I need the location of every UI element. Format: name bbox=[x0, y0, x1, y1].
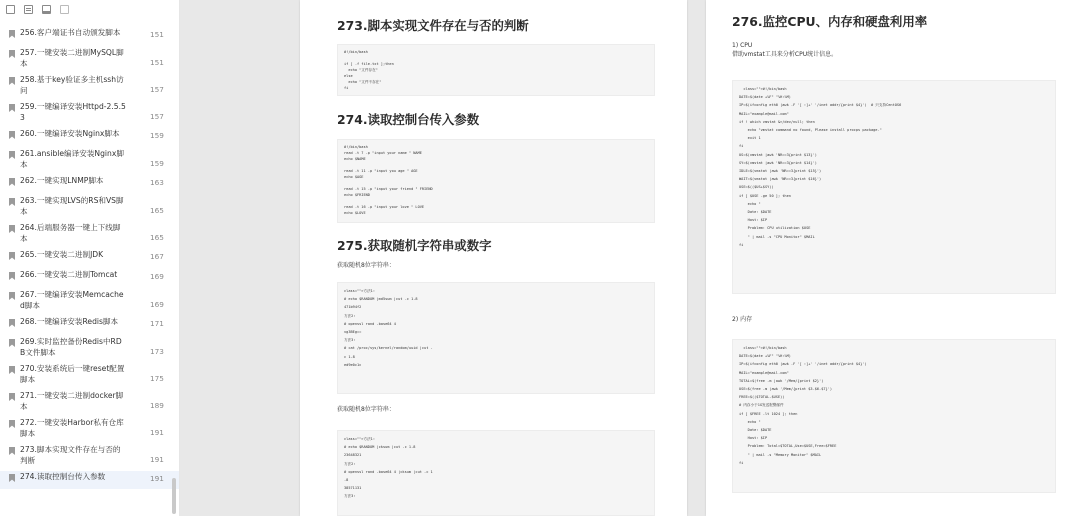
toc-item-page: 159 bbox=[150, 159, 164, 168]
toc-item[interactable] bbox=[0, 417, 180, 442]
toc-item-page: 171 bbox=[150, 319, 164, 328]
toc-item-label: 267.一键编译安装Memcache d脚本 bbox=[20, 290, 124, 310]
toc-item[interactable] bbox=[0, 74, 180, 99]
document-page bbox=[300, 0, 687, 516]
toc-item[interactable] bbox=[0, 249, 180, 267]
toc-item[interactable] bbox=[0, 222, 180, 247]
toc-item-label: 257.一键安装二进制MySQL脚 本 bbox=[20, 48, 124, 68]
toc-item-page: 173 bbox=[150, 347, 164, 356]
subheading-cpu: 1) CPU bbox=[732, 42, 753, 49]
bookmark-icon bbox=[9, 474, 15, 482]
toc-item-label: 259.一键编译安装Httpd-2.5.5 3 bbox=[20, 102, 126, 122]
toc-item-label: 271.一键安装二进制docker脚 本 bbox=[20, 391, 124, 411]
code-block-273: #!/bin/bash if [ -f file.txt ];then echo "文件存在" else echo "文件不存在" fi bbox=[337, 44, 655, 96]
bookmark-icon bbox=[9, 104, 15, 112]
document-page bbox=[706, 0, 1080, 516]
toc-item-page: 169 bbox=[150, 272, 164, 281]
code-block-274: #!/bin/bash read -t 7 -p "input your name " NAME echo $NAME read -t 11 -p "input you age " AGE echo $AGE read -t 15 -p "input your friend " FRIEND echo $FRIEND read -t 16 -p "input your love " LOVE echo $LOVE bbox=[337, 139, 655, 223]
toc-item-page: 175 bbox=[150, 374, 164, 383]
toc-item-page: 189 bbox=[150, 401, 164, 410]
toc-item-page: 159 bbox=[150, 131, 164, 140]
bookmark-icon bbox=[9, 131, 15, 139]
toc-item-page: 165 bbox=[150, 206, 164, 215]
toc-item-page: 157 bbox=[150, 85, 164, 94]
annotation-view-icon[interactable] bbox=[60, 5, 69, 14]
paragraph: 获取随机8位字符串： bbox=[337, 406, 395, 413]
paragraph: 借助vmstat工具来分析CPU统计信息。 bbox=[732, 51, 838, 58]
toc-item[interactable] bbox=[0, 316, 180, 334]
toc-item[interactable] bbox=[0, 148, 180, 173]
toc-item-label: 269.实时监控备份Redis中RD B文件脚本 bbox=[20, 337, 122, 357]
bookmark-icon bbox=[9, 151, 15, 159]
toc-item-label: 270.安装系统后一键reset配置 脚本 bbox=[20, 364, 125, 384]
toc-item[interactable] bbox=[0, 128, 180, 146]
toc-item-label: 266.一键安装二进制Tomcat bbox=[20, 270, 118, 279]
toc-item-page: 165 bbox=[150, 233, 164, 242]
bookmark-icon bbox=[9, 420, 15, 428]
toc-item-label: 261.ansible编译安装Nginx脚 本 bbox=[20, 149, 124, 169]
code-block-cpu: class="">#!/bin/bash DATE=$(date +%F" "%H:%M) IP=$(ifconfig eth0 |awk -F '[ :]+' '/inet addr/{print $4}') # 只支持CentOS6 MAIL="example@mail.com" if ! which vmstat &>/dev/null; then echo "vmstat command no found, Please install procps package." exit 1 fi US=$(vmstat |awk 'NR==3{print $13}') SY=$(vmstat |awk 'NR==3{print $14}') IDLE=$(vmstat |awk 'NR==3{print $15}') WAIT=$(vmstat |awk 'NR==3{print $16}') USE=$(($US+$SY)) if [ $USE -ge 50 ]; then echo " Date: $DATE Host: $IP Problem: CPU utilization $USE " | mail -s "CPU Monitor" $MAIL fi bbox=[732, 80, 1056, 294]
bookmark-icon bbox=[9, 339, 15, 347]
toc-item-label: 274.读取控制台传入参数 bbox=[20, 472, 106, 481]
sidebar-toolbar bbox=[0, 0, 179, 18]
bookmark-icon bbox=[9, 77, 15, 85]
toc-item[interactable] bbox=[0, 175, 180, 193]
code-block-memory: class="">#!/bin/bash DATE=$(date +%F" "%H:%M) IP=$(ifconfig eth0 |awk -F '[ :]+' '/inet addr/{print $4}') MAIL="example@mail.com" TOTAL=$(free -m |awk '/Mem/{print $2}') USE=$(free -m |awk '/Mem/{print $3-$6-$7}') FREE=$(($TOTAL-$USE)) # 内存小于1G发送报警邮件 if [ $FREE -lt 1024 ]; then echo " Date: $DATE Host: $IP Problem: Total=$TOTAL,Use=$USE,Free=$FREE " | mail -s "Memory Monitor" $MAIL fi bbox=[732, 339, 1056, 493]
subheading-memory: 2) 内存 bbox=[732, 316, 753, 323]
toc-item-label: 264.后端服务器一键上下线脚 本 bbox=[20, 223, 121, 243]
toc-item-label: 273.脚本实现文件存在与否的 判断 bbox=[20, 445, 121, 465]
toc-item-label: 256.客户端证书自动颁发脚本 bbox=[20, 28, 121, 37]
bookmark-icon bbox=[9, 252, 15, 260]
toc-item-page: 191 bbox=[150, 428, 164, 437]
toc-item-label: 268.一键编译安装Redis脚本 bbox=[20, 317, 119, 326]
toc-item-page: 167 bbox=[150, 252, 164, 261]
bookmark-icon bbox=[9, 272, 15, 280]
toc-item-page: 151 bbox=[150, 58, 164, 67]
code-block-275a: class="">方法1: # echo $RANDOM |md5sum |cut -c 1-8 471b94f2 方法2: # openssl rand -base64 4 vg3BEg== 方法3: # cat /proc/sys/kernel/random/uuid |cut - c 1-8 ed9e0c1c bbox=[337, 282, 655, 394]
toc-item-page: 191 bbox=[150, 474, 164, 483]
toc-item[interactable] bbox=[0, 444, 180, 469]
toc-item-label: 272.一键安装Harbor私有仓库 脚本 bbox=[20, 418, 124, 438]
toc-item[interactable] bbox=[0, 27, 180, 45]
toc-item[interactable] bbox=[0, 195, 180, 220]
toc-item[interactable] bbox=[0, 363, 180, 388]
toc-item-label: 260.一键编译安装Nginx脚本 bbox=[20, 129, 120, 138]
toc-item[interactable] bbox=[0, 101, 180, 126]
thumbnail-view-icon[interactable] bbox=[6, 5, 15, 14]
toc-item[interactable] bbox=[0, 289, 180, 314]
toc-item[interactable] bbox=[0, 471, 180, 489]
toc-item-page: 157 bbox=[150, 112, 164, 121]
bookmark-icon bbox=[9, 393, 15, 401]
toc-item-label: 258.基于key验证多主机ssh访 问 bbox=[20, 75, 124, 95]
section-heading-276: 276.监控CPU、内存和硬盘利用率 bbox=[732, 14, 928, 29]
toc-item[interactable] bbox=[0, 390, 180, 415]
toc-item-label: 262.一键实现LNMP脚本 bbox=[20, 176, 104, 185]
toc-item-page: 169 bbox=[150, 300, 164, 309]
paragraph: 获取随机8位字符串： bbox=[337, 262, 395, 269]
bookmark-icon bbox=[9, 319, 15, 327]
bookmark-view-icon[interactable] bbox=[42, 5, 51, 14]
bookmark-icon bbox=[9, 292, 15, 300]
bookmark-icon bbox=[9, 447, 15, 455]
toc-item[interactable] bbox=[0, 269, 180, 287]
bookmark-icon bbox=[9, 178, 15, 186]
toc-item-page: 151 bbox=[150, 30, 164, 39]
toc-item-label: 265.一键安装二进制JDK bbox=[20, 250, 104, 259]
outline-view-icon[interactable] bbox=[24, 5, 33, 14]
bookmark-icon bbox=[9, 30, 15, 38]
bookmark-icon bbox=[9, 198, 15, 206]
bookmark-sidebar bbox=[0, 0, 180, 516]
bookmark-icon bbox=[9, 225, 15, 233]
bookmark-icon bbox=[9, 50, 15, 58]
section-heading-274: 274.读取控制台传入参数 bbox=[337, 112, 480, 127]
section-heading-273: 273.脚本实现文件存在与否的判断 bbox=[337, 18, 529, 33]
toc-item-label: 263.一键实现LVS的RS和VS脚 本 bbox=[20, 196, 124, 216]
toc-item-page: 163 bbox=[150, 178, 164, 187]
sidebar-scrollbar[interactable] bbox=[172, 478, 176, 514]
toc-item[interactable] bbox=[0, 47, 180, 72]
toc-item-page: 191 bbox=[150, 455, 164, 464]
toc-item[interactable] bbox=[0, 336, 180, 361]
bookmark-icon bbox=[9, 366, 15, 374]
code-block-275b: class="">方法1: # echo $RANDOM |cksum |cut -c 1-8 23648321 方法2: # openssl rand -base64 4 |cksum |cut -c 1 -8 38571131 方法3: bbox=[337, 430, 655, 516]
section-heading-275: 275.获取随机字符串或数字 bbox=[337, 238, 492, 253]
